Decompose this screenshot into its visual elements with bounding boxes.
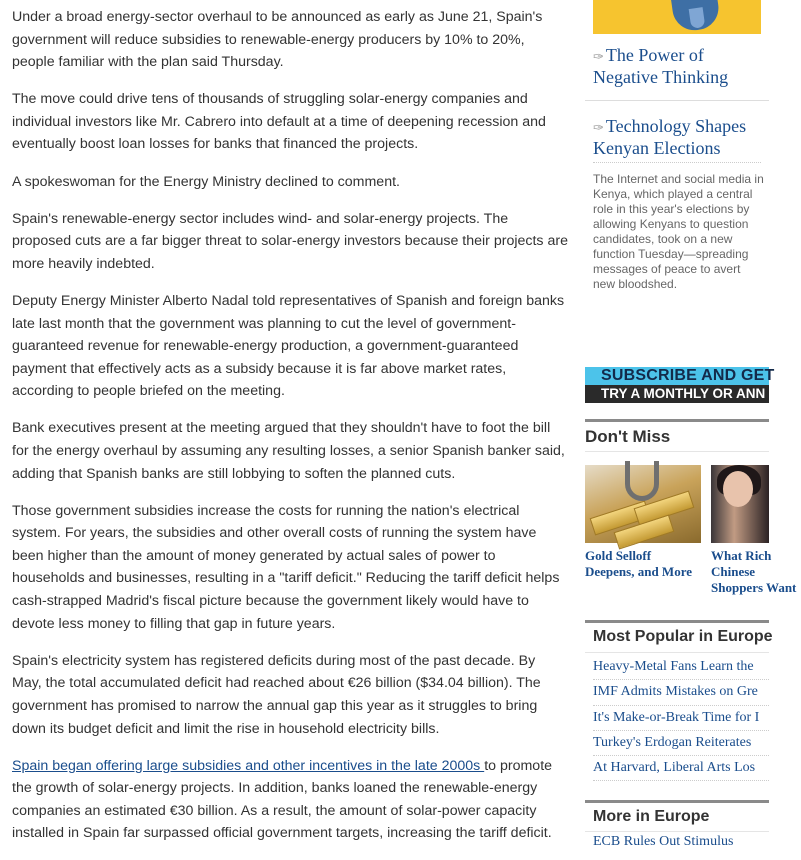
- article-paragraph: Deputy Energy Minister Alberto Nadal told representatives of Spanish and foreign banks late last month that the government was planning to cut the level of government-guaranteed revenue for renewable-energy production, a government-guaranteed payment that effectively acts as a subsidy because it is far above market rates, according to people briefed on the meeting.: [12, 292, 565, 400]
- article-paragraph: [12, 755, 568, 845]
- most-popular-item[interactable]: It's Make-or-Break Time for I: [593, 706, 769, 731]
- right-rail: [585, 0, 797, 849]
- most-popular-list: [593, 655, 769, 781]
- article-paragraph-text: to promote the growth of solar-energy projects. In addition, banks loaned the renewable-energy companies an estimated €30 billion. As a result, the amount of solar-power capacity installed in Spain far surpassed official government targets, increasing the tariff deficit.: [12, 757, 553, 842]
- article-paragraph: Spain's renewable-energy sector includes wind- and solar-energy projects. The proposed cuts are a far bigger threat to solar-energy investors because their projects are more heavily indebted.: [12, 210, 568, 272]
- rail-blurb: The Internet and social media in Kenya, which played a central role in this year's elections by allowing Kenyans to question candidates, took on a new function Tuesday—spreading messages of peace to avert new bloodshed.: [593, 172, 764, 291]
- shopper-thumbnail[interactable]: [711, 465, 769, 543]
- most-popular-item[interactable]: IMF Admits Mistakes on Gre: [593, 680, 769, 705]
- section-rule: [585, 800, 769, 803]
- dont-miss-link-chinese-shoppers[interactable]: What Rich Chinese Shoppers Want: [711, 548, 797, 595]
- article-paragraph: The move could drive tens of thousands of struggling solar-energy companies and individual investors like Mr. Cabrero into default at a time of deepening recession and eventually boost loan losses for banks that financed the projects.: [12, 91, 546, 153]
- photo-face: [723, 471, 753, 507]
- subscribe-banner[interactable]: [585, 367, 775, 403]
- more-in-europe-item[interactable]: ECB Rules Out Stimulus: [593, 834, 734, 849]
- section-rule: [585, 419, 769, 422]
- divider: [585, 451, 769, 452]
- dont-miss-heading: Don't Miss: [585, 427, 671, 446]
- subsidies-link[interactable]: Spain began offering large subsidies and other incentives in the late 2000s: [12, 757, 485, 774]
- article-body: [12, 6, 568, 860]
- article-paragraph: Bank executives present at the meeting argued that they shouldn't have to foot the bill for the energy overhaul by assuming any resulting losses, a senior Spanish banker said, adding that Spanish banks are still lobbying to soften the planned cuts.: [12, 420, 565, 482]
- rail-link-technology-kenya[interactable]: [593, 116, 769, 158]
- section-rule: [585, 620, 769, 623]
- most-popular-item[interactable]: Heavy-Metal Fans Learn the: [593, 655, 769, 680]
- article-paragraph: Spain's electricity system has registered deficits during most of the past decade. By May, the total accumulated deficit had reached about €26 billion ($34.04 billion). The government has promised to narrow the annual gap this year as it struggles to bring down its budget deficit and limit the rise in household electricity bills.: [12, 652, 541, 737]
- subscribe-headline: SUBSCRIBE AND GET: [601, 367, 775, 384]
- gold-thumbnail[interactable]: [585, 465, 701, 543]
- article-paragraph: A spokeswoman for the Energy Ministry declined to comment.: [12, 173, 400, 190]
- promo-image[interactable]: [593, 0, 761, 34]
- divider: [585, 831, 769, 832]
- divider: [593, 162, 761, 163]
- article-paragraph: Under a broad energy-sector overhaul to be announced as early as June 21, Spain's government will reduce subsidies to renewable-energy producers by 10% to 20%, people familiar with the plan said Thursday.: [12, 9, 543, 71]
- most-popular-item[interactable]: Turkey's Erdogan Reiterates: [593, 731, 769, 756]
- most-popular-item[interactable]: At Harvard, Liberal Arts Los: [593, 756, 769, 781]
- rail-link-label: Technology Shapes Kenyan Elections: [593, 116, 747, 158]
- article-paragraph: Those government subsidies increase the costs for running the nation's electrical system. For years, the subsidies and other overall costs of running the system have been higher than the amount of money generated by actual sales of power to households and businesses, resulting in a "tariff deficit." Reducing the tariff deficit helps cash-strapped Madrid's fiscal picture because the government likely would have to devote less money to filling that gap in future years.: [12, 502, 560, 632]
- most-popular-heading: Most Popular in Europe: [593, 628, 773, 645]
- dont-miss-link-gold[interactable]: Gold Selloff Deepens, and More: [585, 548, 693, 579]
- pen-icon: ✑: [593, 49, 604, 64]
- divider: [585, 100, 769, 101]
- divider: [585, 652, 769, 653]
- rail-link-label: The Power of Negative Thinking: [593, 45, 729, 87]
- pen-icon: ✑: [593, 120, 604, 135]
- subscribe-subline: TRY A MONTHLY OR ANN: [601, 386, 766, 401]
- rail-link-power-negative-thinking[interactable]: [593, 45, 763, 87]
- more-in-europe-heading: More in Europe: [593, 808, 710, 825]
- claw-shape: [625, 461, 659, 501]
